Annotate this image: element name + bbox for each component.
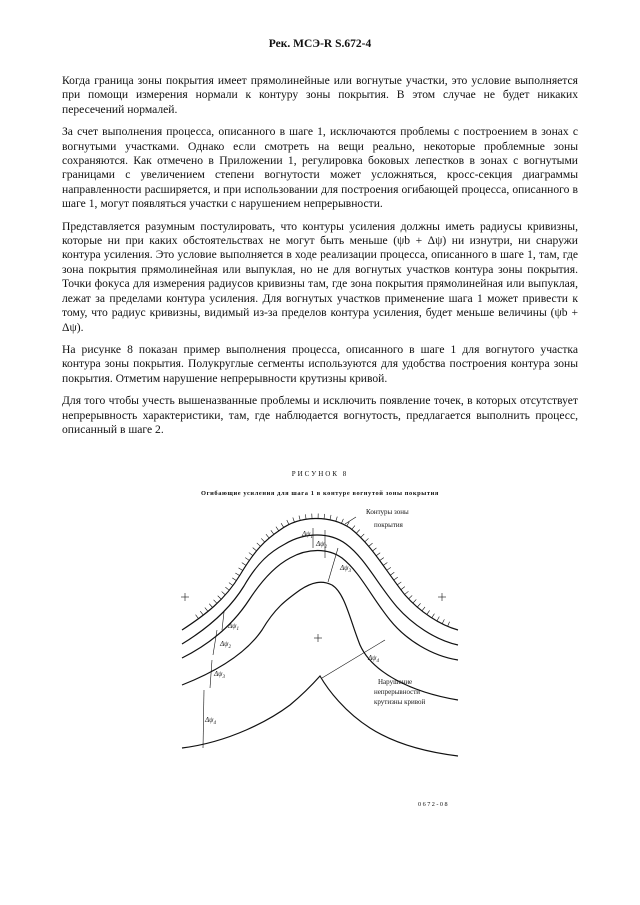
hatch-mark: [222, 592, 226, 595]
hatch-mark: [417, 603, 420, 607]
hatch-mark: [422, 607, 425, 611]
paragraph-3: Представляется разумным постулировать, что контуры усиления должны иметь радиусы кривизны, которые ни при каких обстоятельствах не могут быть меньше (ψb + Δψ) ни изнутри, ни снаружи контура усиления. Это условие выполняется в ходе реализации процесса, описанного в шаге 1, там, где зона покрытия прямолинейная или выпуклая, но не для вогнутых участков контура зоны покрытия. Точки фокуса для измерения радиусов кривизны там, где зона покрытия прямолинейная или выпуклая, лежат за пределами контура усиления. Для вогнутых участков применение шага 1 может привести к тому, что радиус кривизны, видимый из-за пределов контура усиления, будет меньше величины (ψb + Δψ).: [62, 219, 578, 334]
hatch-mark: [225, 587, 229, 590]
hatch-mark: [305, 514, 306, 519]
hatch-mark: [352, 526, 355, 530]
hatch-mark: [299, 516, 300, 521]
hatch-mark: [281, 523, 284, 527]
hatch-mark: [209, 604, 212, 608]
hatch-mark: [376, 553, 380, 556]
delta-psi-4-right: $\Delta\psi_4$: [368, 654, 379, 664]
delta-psi-3-top: $\Delta\psi_3$: [340, 564, 351, 574]
figure-title: РИСУНОК 8: [291, 470, 349, 478]
hatch-mark: [287, 520, 289, 525]
hatch-mark: [324, 514, 325, 519]
hatch-mark: [239, 568, 243, 571]
hatch-mark: [369, 543, 373, 546]
hatch-mark: [432, 614, 435, 618]
hatch-mark: [413, 599, 416, 603]
focus-cross-right: [438, 593, 446, 601]
hatch-mark: [200, 611, 203, 615]
hatch-mark: [373, 548, 377, 551]
hatch-mark: [257, 543, 261, 546]
hatch-mark: [336, 517, 338, 522]
hatch-mark: [380, 558, 384, 561]
break-label-line3: крутизны кривой: [374, 698, 426, 706]
paragraph-5: Для того чтобы учесть вышеназванные проблемы и исключить появление точек, в которых отсутствует непрерывность характеристики, там, где наблюдается вогнутость, предлагается выполнить процесс, описанный в шаге 2.: [62, 394, 578, 436]
hatch-mark: [383, 563, 387, 566]
hatch-mark: [397, 582, 401, 585]
hatch-mark: [427, 610, 430, 614]
hatch-mark: [271, 530, 274, 534]
hatch-mark: [229, 583, 233, 586]
hatch-mark: [276, 527, 279, 531]
hatch-mark: [356, 530, 359, 534]
delta-psi-3-left: $\Delta\psi_3$: [214, 670, 225, 680]
paragraph-4: На рисунке 8 показан пример выполнения процесса, описанного в шаге 1 для вогнутого участка контура зоны покрытия. Полукруглые сегменты используются для удобства построения контура зоны покрытия. Отметим нарушение непрерывности крутизны кривой.: [62, 342, 578, 385]
coverage-leader: [345, 517, 356, 524]
hatch-mark: [253, 548, 257, 551]
hatch-mark: [437, 617, 439, 621]
hatch-mark: [261, 538, 264, 542]
delta-psi-1-left: $\Delta\psi_1$: [228, 622, 239, 632]
hatch-mark: [266, 534, 269, 538]
hatch-mark: [448, 622, 450, 627]
hatch-mark: [394, 577, 398, 580]
delta-psi-2-left: $\Delta\psi_2$: [220, 640, 231, 650]
hatch-mark: [205, 608, 208, 612]
hatch-mark: [235, 573, 239, 576]
hatch-mark: [405, 591, 409, 594]
focus-cross-center: [314, 634, 322, 642]
break-label-line2: непрерывности: [374, 688, 421, 696]
coverage-hatching: [196, 514, 450, 627]
delta-psi-2-top: $\Delta\psi_2$: [316, 540, 327, 550]
coverage-label-line1: Контуры зоны: [366, 508, 409, 516]
page-header: Рек. МСЭ-R S.672-4: [268, 38, 372, 50]
focus-cross-left: [181, 593, 189, 601]
hatch-mark: [214, 600, 217, 604]
hatch-mark: [218, 596, 222, 599]
delta-psi-4-left: $\Delta\psi_4$: [205, 716, 216, 726]
hatch-mark: [330, 515, 331, 520]
delta-psi-1-top: $\Delta\psi_1$: [302, 530, 313, 540]
hatch-mark: [245, 558, 249, 561]
paragraph-2: За счет выполнения процесса, описанного в шаге 1, исключаются проблемы с построением в зонах с вогнутыми участками. Однако если смотреть на вещи реально, некоторые проблемные зоны сохраняются. Как отмечено в Приложении 1, регулировка боковых лепестков в зонах с вогнутыми границами с увеличением степени вогнутости может усложняться, кросс-секция диаграммы направленности расширяется, и при использовании для построения огибающей процесса, описанного в шаге 1, могут появляться участки с нарушением непрерывности.: [62, 125, 578, 211]
envelope-1: [182, 535, 458, 645]
hatch-mark: [293, 518, 295, 523]
figure-caption: Огибающие усиления для шага 1 в контуре вогнутой зоны покрытия: [201, 490, 439, 497]
hatch-mark: [242, 563, 246, 566]
break-label-line1: Нарушение: [378, 678, 413, 686]
hatch-mark: [341, 519, 343, 524]
hatch-mark: [249, 553, 253, 556]
figure-reference: 0672-08: [418, 801, 450, 808]
paragraph-1: Когда граница зоны покрытия имеет прямолинейные или вогнутые участки, это условие выполняется при помощи измерения нормали к контуру зоны покрытия. В этом случае не будет никаких пересечений нормалей.: [62, 74, 578, 116]
hatch-mark: [442, 619, 444, 623]
hatch-mark: [232, 578, 236, 581]
hatch-mark: [390, 572, 394, 575]
hatch-mark: [401, 587, 405, 590]
coverage-label-line2: покрытия: [374, 521, 403, 529]
hatch-mark: [365, 538, 369, 541]
hatch-mark: [361, 534, 365, 538]
hatch-mark: [409, 595, 413, 598]
hatch-mark: [196, 615, 199, 619]
hatch-mark: [387, 567, 391, 570]
